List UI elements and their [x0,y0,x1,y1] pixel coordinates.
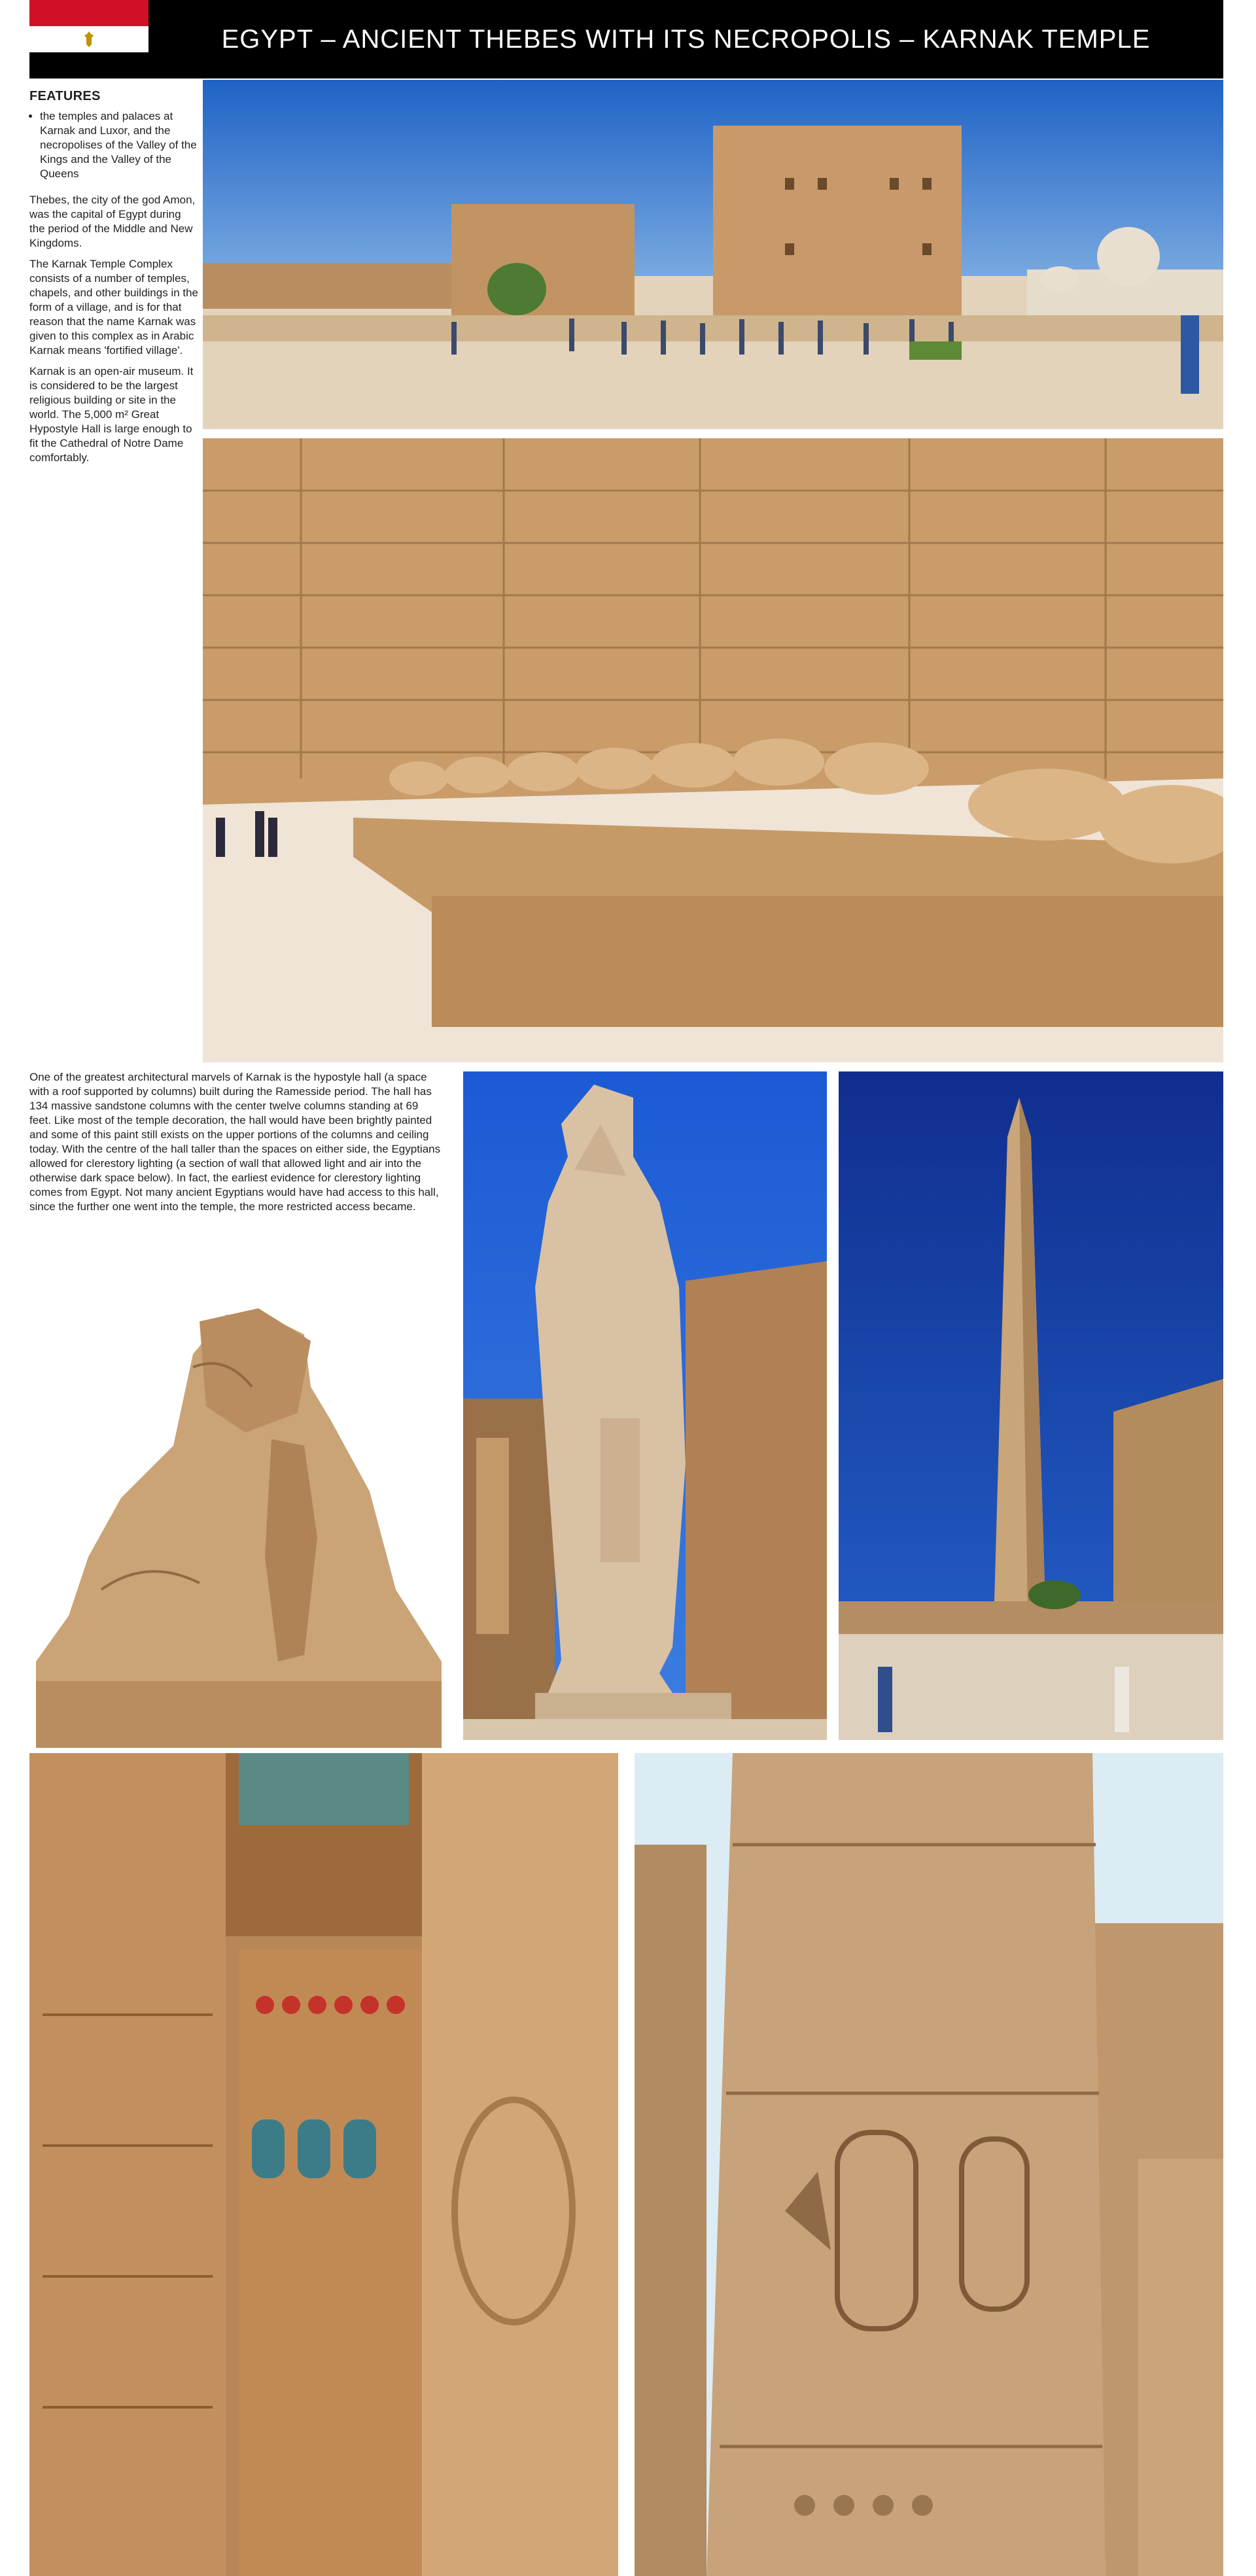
intro-paragraph-museum: Karnak is an open-air museum. It is considered to be the largest religious building or site in the world. The 5,000 m² Great Hypostyle Hall is large enough to fit the Cathedral of Notre Dame comfortably. [29,365,194,464]
intro-paragraph-complex: The Karnak Temple Complex consists of a number of temples, chapels, and other buildings in the form of a village, and is for that reason that the name Karnak was given to this complex as in Arabic Karnak means 'fortified village'. [29,258,199,357]
intro-paragraph-thebes: Thebes, the city of the god Amon, was the capital of Egypt during the period of the Middle and New Kingdoms. [29,194,196,249]
hypostyle-hall-paragraph: One of the greatest architectural marvels of Karnak is the hypostyle hall (a space with a roof supported by columns) built during the Ramesside period. The hall has 134 massive sandstone columns with the center twelve columns standing at 69 feet. Like most of the temple decoration, the hall would have been brightly painted and some of this paint still exists on the upper portions of the columns and ceiling today. With the centre of the hall taller than the spaces on either side, the Egyptians allowed for clerestory lighting (a section of wall that allowed light and air into the otherwise dark space below). In fact, the earliest evidence for clerestory lighting comes from Egypt. Not many ancient Egyptians would have had access to this hall, since the further one went into the temple, the more restricted access became. [29,1071,441,1213]
sphinx-avenue-photo [203,438,1223,1062]
header-bar [148,0,1223,78]
painted-columns-photo [29,1753,618,2576]
features-item: • the temples and palaces at Karnak and Luxor, and the necropolises of the Valley of the Kings and the Valley of the Queens [40,109,198,181]
egypt-flag-icon [29,0,148,78]
flag-black-band [29,52,148,78]
colossus-photo [463,1071,827,1740]
pylon-photo [203,80,1223,429]
page-title: EGYPT – ANCIENT THEBES WITH ITS NECROPOLIS – KARNAK TEMPLE [221,25,1151,54]
features-list [29,109,198,181]
flag-red-band [29,0,148,26]
ram-sphinx-photo [29,1276,445,1748]
column-relief-photo [635,1753,1223,2576]
obelisk-photo [839,1071,1223,1740]
sidebar [29,89,198,465]
features-heading: FEATURES [29,89,101,103]
eagle-emblem-icon [83,30,95,48]
